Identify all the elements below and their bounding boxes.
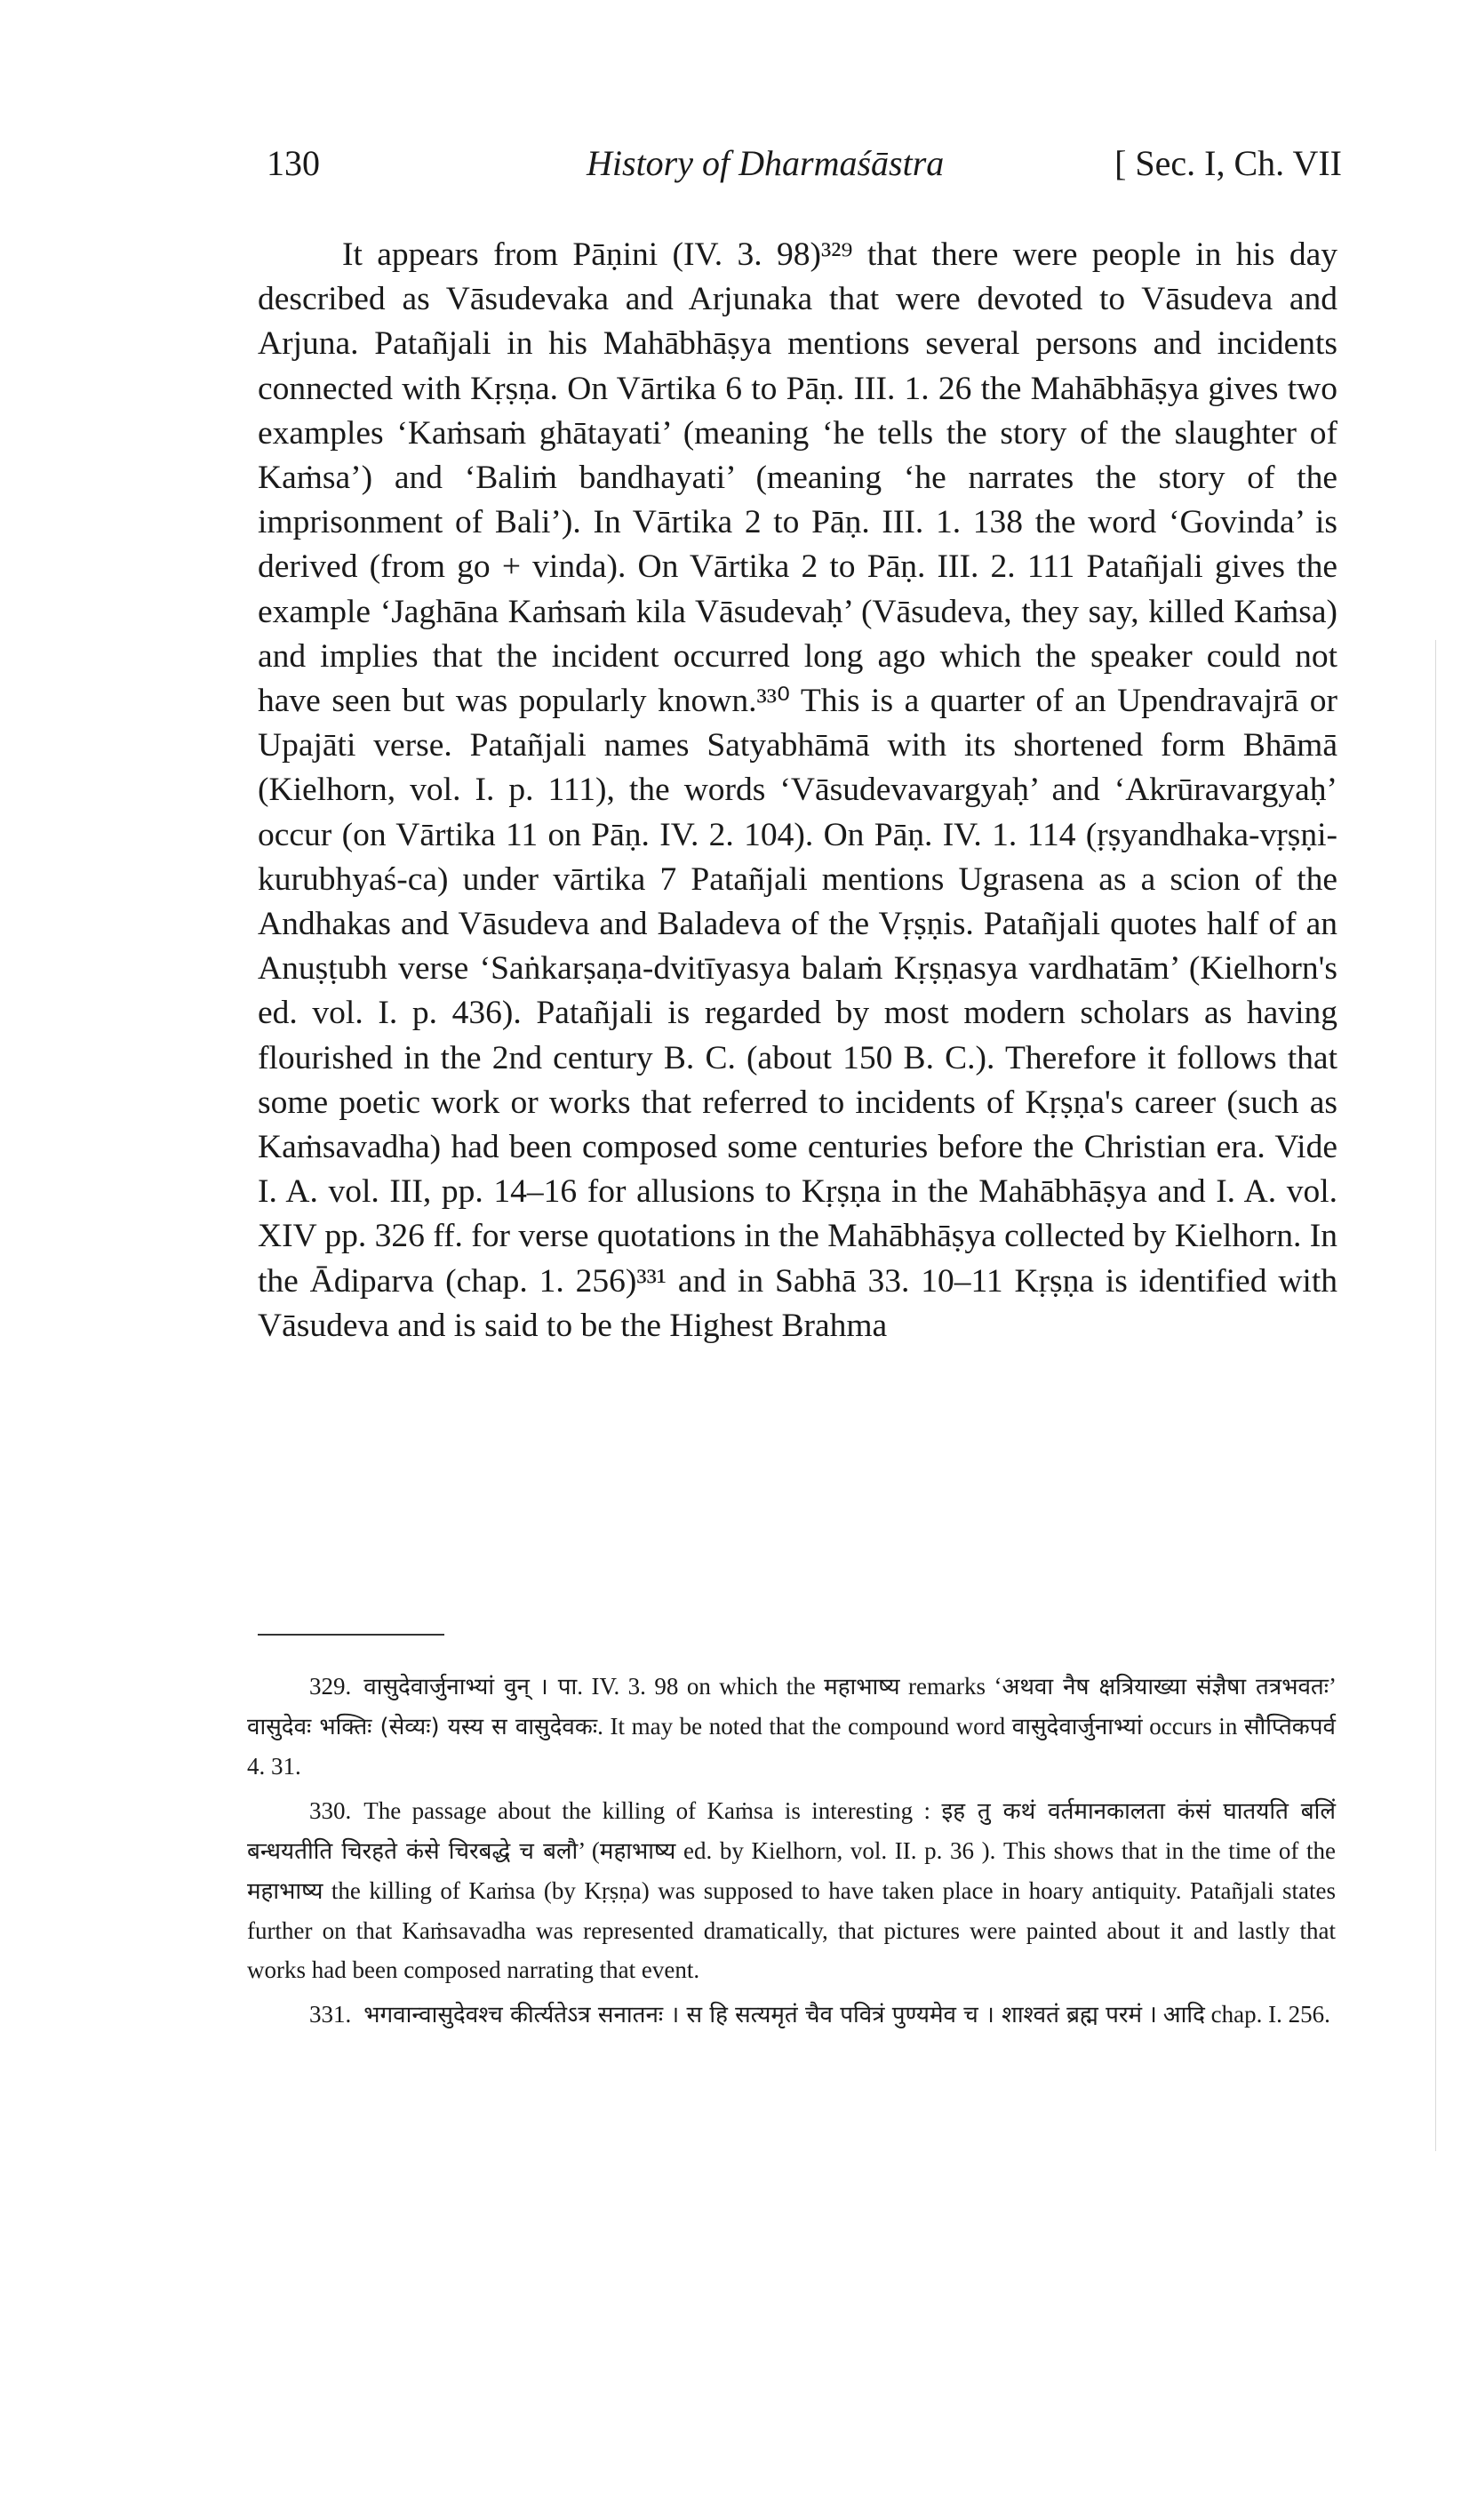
footnote-text: chap. I. 256. (1204, 2001, 1330, 2028)
footnote-text: The passage about the killing of Kaṁsa is interesting : (363, 1797, 942, 1824)
footnote-text: . It may be noted that the compound word (597, 1713, 1012, 1740)
footnote-text: ed. by Kielhorn, vol. II. p. 36 ). This shows that in the time of the (675, 1837, 1336, 1864)
devanagari-text: पा (557, 1674, 578, 1700)
devanagari-text: वासुदेवः भक्तिः (सेव्यः) यस्य स वासुदेवकः (247, 1714, 598, 1740)
footnote (247, 1667, 1336, 1786)
devanagari-text: वासुदेवार्जुनाभ्यां वुन् (363, 1674, 530, 1700)
running-title: History of Dharmaśāstra (587, 143, 945, 183)
body-paragraph: It appears from Pāṇini (IV. 3. 98)³²⁹ that there were people in his day described as Vāsudevaka and Arjunaka that were devoted to Vāsudeva and Arjuna. Patañjali in his Mahābhāṣya mentions several persons and incidents connected with Kṛṣṇa. On Vārtika 6 to Pāṇ. III. 1. 26 the Mahābhāṣya gives two examples ‘Kaṁsaṁ ghātayati’ (meaning ‘he tells the story of the slaughter of Kaṁsa’) and ‘Baliṁ bandhayati’ (meaning ‘he narrates the story of the imprisonment of Bali’). In Vārtika 2 to Pāṇ. III. 1. 138 the word ‘Govinda’ is derived (from go + vinda). On Vārtika 2 to Pāṇ. III. 2. 111 Patañjali gives the example ‘Jaghāna Kaṁsaṁ kila Vāsudevaḥ’ (Vāsudeva, they say, killed Kaṁsa) and implies that the incident occurred long ago which the speaker could not have seen but was popularly known.³³⁰ This is a quarter of an Upendravajrā or Upajāti verse. Patañjali names Satyabhāmā with its shortened form Bhāmā (Kielhorn, vol. I. p. 111), the words ‘Vāsudevavargyaḥ’ and ‘Akrūravargyaḥ’ occur (on Vārtika 11 on Pāṇ. IV. 2. 104). On Pāṇ. IV. 1. 114 (ṛṣyandhaka-vṛṣṇi-kurubhyaś-ca) under vārtika 7 Patañjali mentions Ugrasena as a scion of the Andhakas and Vāsudeva and Baladeva of the Vṛṣṇis. Patañjali quotes half of an Anuṣṭubh verse ‘Saṅkarṣaṇa-dvitīyasya balaṁ Kṛṣṇasya vardhatām’ (Kielhorn's ed. vol. I. p. 436). Patañjali is regarded by most modern scholars as having flourished in the 2nd century B. C. (about 150 B. C.). Therefore it follows that some poetic work or works that referred to incidents of Kṛṣṇa's career (such as Kaṁsavadha) had been composed some centuries before the Christian era. Vide I. A. vol. III, pp. 14–16 for allusions to Kṛṣṇa in the Mahābhāṣya and I. A. vol. XIV pp. 326 ff. for verse quotations in the Mahābhāṣya collected by Kielhorn. In the Ādiparva (chap. 1. 256)³³¹ and in Sabhā 33. 10–11 Kṛṣṇa is identified with Vāsudeva and is said to be the Highest Brahma (258, 236, 1337, 1344)
footnote-text: 4. 31. (247, 1753, 301, 1780)
footnote-number: 330. (309, 1797, 352, 1824)
page-number: 130 (267, 143, 320, 183)
footnote-separator (258, 1634, 444, 1636)
footnote-text: occurs in (1142, 1713, 1244, 1740)
devanagari-text: वासुदेवार्जुनाभ्यां (1011, 1714, 1143, 1740)
footnote-number: 331. (309, 2001, 352, 2028)
footnote-text: the killing of Kaṁsa (by Kṛṣṇa) was supposed to have taken place in hoary antiquity. Patañjali states further on that Kaṁsavadha was represented dramatically, that pictures were painted about it and lastly that works had been composed narrating that event. (247, 1877, 1336, 1983)
footnote-text: . IV. 3. 98 on which the (577, 1673, 825, 1700)
footnote (247, 1791, 1336, 1989)
devanagari-text: अथवा नैष क्षत्रियाख्या संज्ञैषा तत्रभवतः (1002, 1674, 1329, 1700)
devanagari-text: महाभाष्य (247, 1878, 323, 1905)
main-text (258, 233, 1337, 1348)
devanagari-text: आदि (1162, 2002, 1205, 2028)
devanagari-text: । (529, 1674, 558, 1700)
section-reference: [ Sec. I, Ch. VII (1114, 143, 1342, 183)
footnote (247, 1995, 1336, 2035)
footnote-text: ’ ( (578, 1837, 600, 1864)
devanagari-text: इह तु कथं वर्तमानकालता कंसं घातयति बलिं बन्धयतीति चिरहते कंसे चिरबद्धे च बलौ (247, 1798, 1336, 1865)
footnote-text: ’ (1329, 1673, 1336, 1700)
devanagari-text: महाभाष्य (824, 1674, 900, 1700)
running-header (267, 142, 1342, 196)
devanagari-text: सौप्तिकपर्व (1243, 1714, 1337, 1740)
devanagari-text: महाभाष्य (599, 1838, 676, 1865)
footnote-number: 329. (309, 1673, 352, 1700)
footnotes-section (247, 1667, 1336, 2040)
scan-edge-line (1435, 640, 1436, 2151)
footnote-text: remarks ‘ (899, 1673, 1002, 1700)
footnote-text: । (1142, 2001, 1163, 2028)
devanagari-text: भगवान्वासुदेवश्च कीर्त्यतेऽत्र सनातनः । स हि सत्यमृतं चैव पवित्रं पुण्यमेव च । शाश्वतं ब्रह्म परमं (363, 2002, 1143, 2028)
